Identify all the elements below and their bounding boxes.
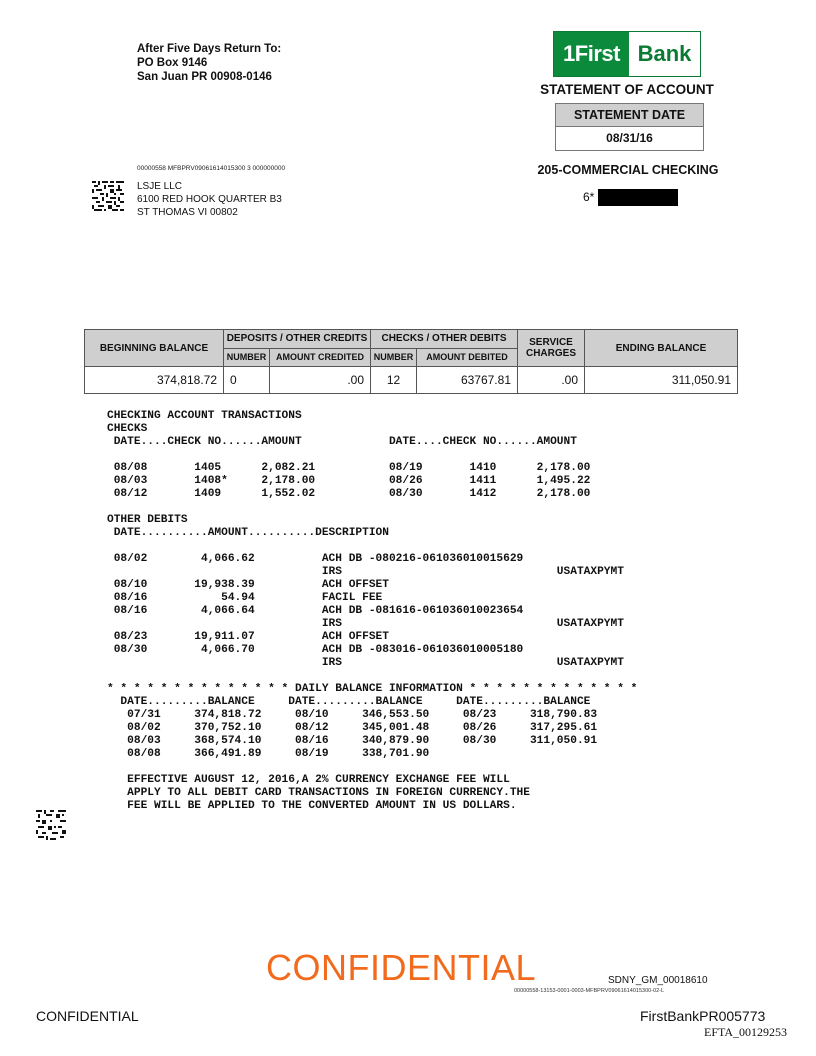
logo-wordmark: Bank (637, 41, 692, 66)
sdny-number: SDNY_GM_00018610 (608, 975, 708, 986)
col-ending-balance: ENDING BALANCE (585, 330, 738, 367)
mailing-address (137, 180, 282, 219)
account-type: 205-COMMERCIAL CHECKING (537, 163, 719, 177)
transaction-line: 08/02 370,752.10 08/12 345,001.48 08/26 317,295.61 (107, 722, 598, 734)
col-checks: CHECKS / OTHER DEBITS (371, 330, 518, 349)
deposit-amount: .00 (270, 367, 371, 394)
transaction-line (107, 670, 637, 683)
confidential-stamp: CONFIDENTIAL (266, 947, 537, 988)
summary-row (85, 367, 738, 394)
addressee-name: LSJE LLC (137, 181, 183, 192)
document-id: 00000558-13153-0001-0003-MFBPRV09061614015300-02-L (514, 988, 665, 994)
transaction-line: 08/03 1408* 2,178.00 08/26 1411 1,495.22 (107, 475, 591, 487)
logo-mark: 1First (554, 32, 629, 76)
transaction-line: IRS USATAXPYMT (107, 566, 624, 578)
transaction-line (107, 449, 637, 462)
col-deposits: DEPOSITS / OTHER CREDITS (224, 330, 371, 349)
col-amount-credited: AMOUNT CREDITED (270, 348, 371, 367)
bates-number: FirstBankPR005773 (640, 1008, 766, 1024)
transaction-line: DATE....CHECK NO......AMOUNT DATE....CHECK NO......AMOUNT (107, 436, 577, 448)
transaction-line (107, 761, 637, 774)
transaction-line: EFFECTIVE AUGUST 12, 2016,A 2% CURRENCY EXCHANGE FEE WILL (107, 774, 510, 786)
col-service-charges: SERVICE CHARGES (518, 330, 585, 367)
transaction-line: 08/08 1405 2,082.21 08/19 1410 2,178.00 (107, 462, 591, 474)
bank-logo (553, 31, 701, 77)
statement-date-header: STATEMENT DATE (556, 104, 703, 127)
redaction-box (598, 189, 678, 206)
transaction-line: 08/16 54.94 FACIL FEE (107, 592, 383, 604)
check-amount: 63767.81 (417, 367, 518, 394)
confidential-label: CONFIDENTIAL (36, 1008, 139, 1024)
col-amount-debited: AMOUNT DEBITED (417, 348, 518, 367)
col-deposit-number: NUMBER (224, 348, 270, 367)
transaction-line (107, 540, 637, 553)
return-address-line: After Five Days Return To: (137, 43, 282, 55)
transaction-line: OTHER DEBITS (107, 514, 188, 526)
mail-id: 00000558 MFBPRV09061614015300 3 000000000 (137, 165, 286, 172)
transaction-line: 08/10 19,938.39 ACH OFFSET (107, 579, 389, 591)
addressee-street: 6100 RED HOOK QUARTER B3 (137, 194, 282, 205)
return-address-line: PO Box 9146 (137, 57, 208, 69)
transaction-line: IRS USATAXPYMT (107, 657, 624, 669)
transaction-line: APPLY TO ALL DEBIT CARD TRANSACTIONS IN FOREIGN CURRENCY.THE (107, 787, 530, 799)
transaction-line: FEE WILL BE APPLIED TO THE CONVERTED AMOUNT IN US DOLLARS. (107, 800, 517, 812)
deposit-count: 0 (224, 367, 270, 394)
qr-code-icon (36, 810, 66, 840)
transaction-line: 08/23 19,911.07 ACH OFFSET (107, 631, 389, 643)
transaction-line: 08/12 1409 1,552.02 08/30 1412 2,178.00 (107, 488, 591, 500)
transaction-line: 08/03 368,574.10 08/16 340,879.90 08/30 311,050.91 (107, 735, 598, 747)
return-address (137, 42, 281, 84)
service-charges: .00 (518, 367, 585, 394)
transaction-line: IRS USATAXPYMT (107, 618, 624, 630)
transaction-line: CHECKING ACCOUNT TRANSACTIONS (107, 410, 302, 422)
account-summary-table (84, 329, 738, 394)
account-number: 6* (583, 190, 595, 204)
ending-balance: 311,050.91 (585, 367, 738, 394)
transaction-line: * * * * * * * * * * * * * * DAILY BALANCE INFORMATION * * * * * * * * * * * * * (107, 683, 638, 695)
transaction-line: DATE.........BALANCE DATE.........BALANCE DATE.........BALANCE (107, 696, 591, 708)
addressee-city: ST THOMAS VI 00802 (137, 207, 238, 218)
check-count: 12 (371, 367, 417, 394)
statement-date-box (555, 103, 704, 151)
transaction-line (107, 501, 637, 514)
transaction-line: 08/16 4,066.64 ACH DB -081616-061036010023654 (107, 605, 524, 617)
transaction-line: 08/08 366,491.89 08/19 338,701.90 (107, 748, 430, 760)
beginning-balance: 374,818.72 (85, 367, 224, 394)
transaction-line: 08/30 4,066.70 ACH DB -083016-061036010005180 (107, 644, 524, 656)
efta-number: EFTA_00129253 (704, 1025, 788, 1039)
qr-code-icon (92, 181, 124, 211)
transaction-line: DATE..........AMOUNT..........DESCRIPTION (107, 527, 389, 539)
transaction-line: 07/31 374,818.72 08/10 346,553.50 08/23 318,790.83 (107, 709, 598, 721)
col-check-number: NUMBER (371, 348, 417, 367)
return-address-line: San Juan PR 00908-0146 (137, 71, 272, 83)
transaction-line: CHECKS (107, 423, 148, 435)
transactions-section (107, 410, 637, 813)
statement-title: STATEMENT OF ACCOUNT (540, 82, 714, 97)
col-beginning-balance: BEGINNING BALANCE (85, 330, 224, 367)
statement-date: 08/31/16 (606, 131, 653, 145)
transaction-line: 08/02 4,066.62 ACH DB -080216-061036010015629 (107, 553, 524, 565)
